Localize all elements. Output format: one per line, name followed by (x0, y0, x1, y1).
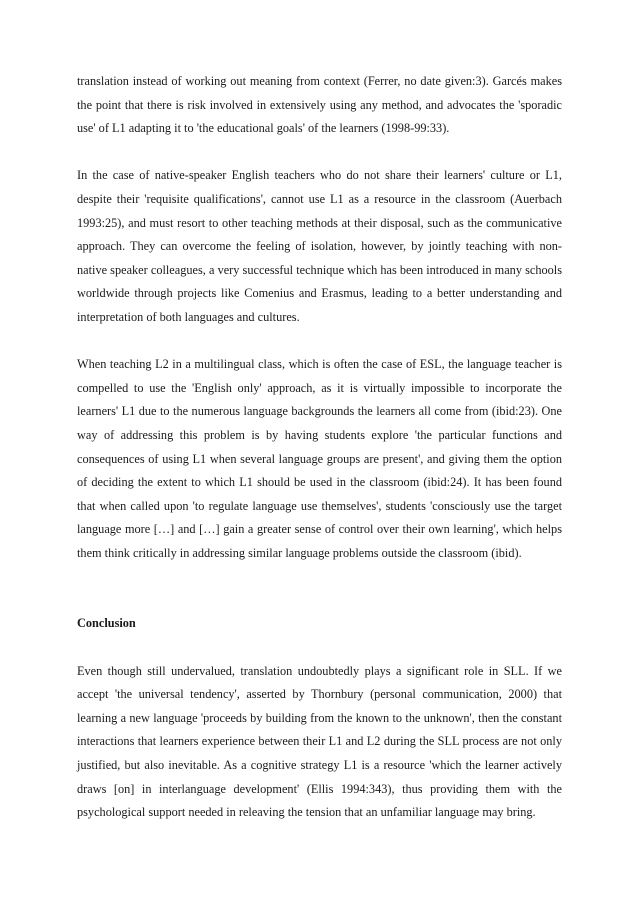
conclusion-paragraph: Even though still undervalued, translation undoubtedly plays a significant role in SLL. If we accept 'the universal tendency', asserted by Thornbury (personal communication, 2000) that learning a new language 'proceeds by building from the known to the unknown', then the constant interactions that learners experience between their L1 and L2 during the SLL process are not only justified, but also inevitable. As a cognitive strategy L1 is a resource 'which the learner actively draws [on] in interlanguage development' (Ellis 1994:343), thus providing them with the psychological support needed in releaving the tension that an unfamiliar language may bring. (77, 663, 562, 820)
section-heading-conclusion: Conclusion (77, 616, 136, 631)
paragraph-3: When teaching L2 in a multilingual class, which is often the case of ESL, the language teacher is compelled to use the 'English only' approach, as it is virtually impossible to incorporate the learners' L1 due to the numerous language backgrounds the learners all come from (ibid:23). One way of addressing this problem is by having students explore 'the particular functions and consequences of using L1 when several language groups are present', and giving them the option of deciding the extent to which L1 should be used in the classroom (ibid:24). It has been found that when called upon 'to regulate language use themselves', students 'consciously use the target language more […] and […] gain a greater sense of control over their own learning', which helps them think critically in addressing similar language problems outside the classroom (ibid). (77, 357, 562, 560)
section-spacer (77, 565, 562, 612)
paragraph-spacer (77, 141, 562, 165)
paragraph-spacer (77, 636, 562, 660)
paragraph-2: In the case of native-speaker English teachers who do not share their learners' culture or L1, despite their 'requisite qualifications', cannot use L1 as a resource in the classroom (Auerbach 1993:25), and must resort to other teaching methods at their disposal, such as the communicative approach. They can overcome the feeling of isolation, however, by jointly teaching with non-native speaker colleagues, a very successful technique which has been introduced in many schools worldwide through projects like Comenius and Erasmus, leading to a better understanding and interpretation of both languages and cultures. (77, 168, 562, 324)
document-page (77, 70, 562, 825)
paragraph-1: translation instead of working out meaning from context (Ferrer, no date given:3). Garcés makes the point that there is risk involved in extensively using any method, and advocates the 'sporadic use' of L1 adapting it to 'the educational goals' of the learners (1998-99:33). (77, 74, 562, 136)
paragraph-spacer (77, 330, 562, 354)
